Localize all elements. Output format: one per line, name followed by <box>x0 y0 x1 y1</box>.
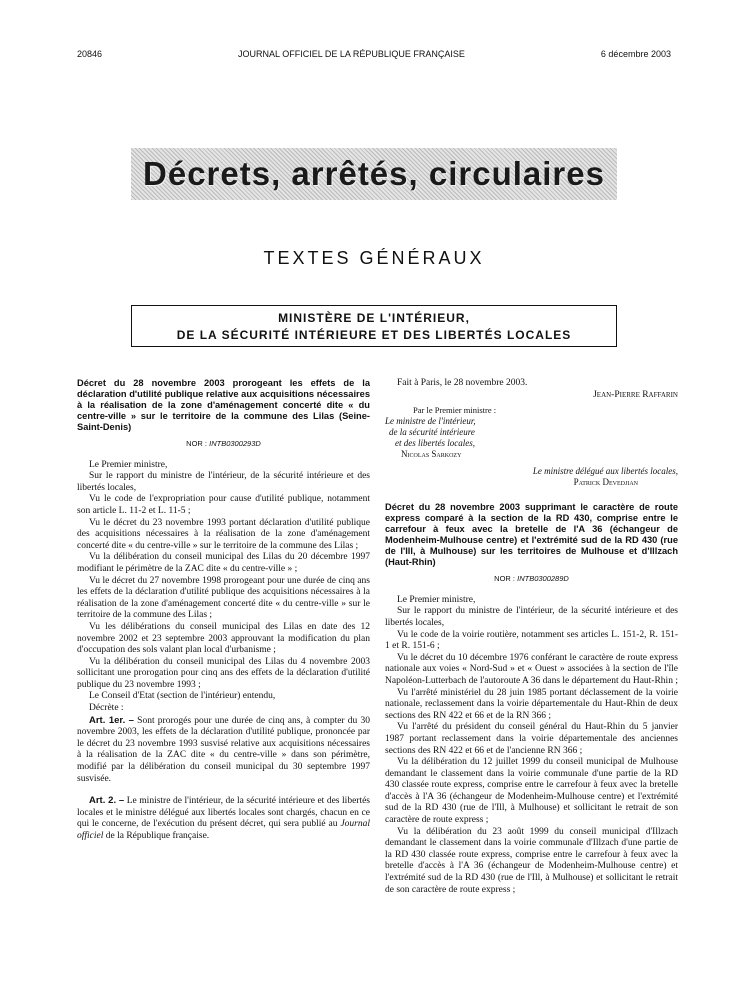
banner-title: Décrets, arrêtés, circulaires <box>143 155 605 192</box>
paragraph: Vu le code de l'expropriation pour cause d'utilité publique, notamment son article L. 11-2 et L. 11-5 ; <box>77 494 370 516</box>
paragraph: Vu le code de la voirie routière, notamment ses articles L. 151-2, R. 151-1 et R. 151-6 ; <box>385 629 678 652</box>
article-1 <box>77 715 370 786</box>
paragraph: Vu l'arrêté du président du conseil général du Haut-Rhin du 5 janvier 1987 portant reclassement dans la voirie départementale des anciennes sections des RN 422 et 66 et de l'ancienne RN 366 ; <box>385 722 678 756</box>
paragraph: Vu les délibérations du conseil municipal des Lilas en date des 12 novembre 2002 et 23 septembre 2003 approuvant la modification du plan d'occupation des sols valant plan local d'urbanisme ; <box>77 621 370 656</box>
minister-line1: Le ministre de l'intérieur, <box>385 416 476 427</box>
article-1-text: Sont prorogés pour une durée de cinq ans, à compter du 30 novembre 2003, les effets de la déclaration d'utilité publique, prononcée par le décret du 23 novembre 1993 susvisé relative aux acquisitions nécessaires à la réalisation de la ZAC dite « du centre-ville » dans son périmètre, modifié par la délibération du conseil municipal du 30 septembre 1997 susvisée. <box>77 715 370 784</box>
paragraph: Le Premier ministre, <box>397 594 476 605</box>
journal-title: JOURNAL OFFICIEL DE LA RÉPUBLIQUE FRANÇAISE <box>238 49 465 59</box>
place-date: Fait à Paris, le 28 novembre 2003. <box>397 378 528 388</box>
paragraph: Vu la délibération du 23 août 1999 du conseil municipal d'Illzach demandant le classement dans la voirie communale d'Illzach d'une partie de la RD 430 classée route express, comprise entre le carrefour à feux avec la bretelle d'accès à l'A 36 (échangeur de Modenheim-Mulhouse centre) et l'extrémité sud de la RD 430 (rue de l'Ill, à Mulhouse) et sollicitant le retrait de son caractère de route express ; <box>385 826 678 895</box>
ministry-box <box>131 305 617 347</box>
section-title: TEXTES GÉNÉRAUX <box>263 248 485 268</box>
article-2-text-a: Le ministre de l'intérieur, de la sécurité intérieure et des libertés locales et le ministre délégué aux libertés locales sont chargés, chacun en ce qui le concerne, de l'exécution du présent décret, qui sera publié au <box>77 796 371 830</box>
decree1-nor <box>77 438 370 450</box>
section-banner <box>131 148 617 200</box>
paragraph: Le Conseil d'Etat (section de l'intérieur) entendu, <box>89 691 276 702</box>
by-pm-line: Par le Premier ministre : <box>413 405 497 416</box>
page-header <box>77 47 671 61</box>
left-column <box>77 378 370 843</box>
nor-label: NOR : <box>186 439 208 448</box>
decree2-title: Décret du 28 novembre 2003 supprimant le caractère de route express comparé à la section de la RD 430, comprise entre le carrefour à feux avec la bretelle de l'A 36 (échangeur de Modenheim-Mulhouse centre) et l'extrémité sud de la RD 430 (rue de l'Ill, à Mulhouse) sur les territoires de Mulhouse et d'Illzach (Haut-Rhin) <box>385 502 678 568</box>
pm-signature: Jean-Pierre Raffarin <box>593 389 678 400</box>
nor-label: NOR : <box>494 574 516 584</box>
delegate-name: Patrick Devedjian <box>573 477 638 488</box>
delegate-title: Le ministre délégué aux libertés locales, <box>532 466 678 477</box>
paragraph: Le Premier ministre, <box>89 459 168 470</box>
article-2-label: Art. 2. – <box>89 795 125 807</box>
article-1-label: Art. 1er. – <box>89 714 134 726</box>
article-2-text-b: de la République française. <box>105 831 210 841</box>
paragraph: Vu la délibération du conseil municipal des Lilas du 4 novembre 2003 sollicitant une prorogation pour cinq ans des effets de la déclaration d'utilité publique du 23 novembre 1993 ; <box>77 656 370 690</box>
nor-code: INTB0300293D <box>209 439 261 448</box>
paragraph: Vu la délibération du 12 juillet 1999 du conseil municipal de Mulhouse demandant le classement dans la voirie communale d'une partie de la RD 430 classée route express, comprise entre le carrefour à feux avec la bretelle d'accès à l'A 36 (échangeur de Modenheim-Mulhouse centre) et l'extrémité sud de la RD 430 (rue de l'Ill, à Mulhouse) et sollicitant le retrait de son caractère de route express ; <box>385 757 678 826</box>
paragraph: Sur le rapport du ministre de l'intérieur, de la sécurité intérieure et des libertés locales, <box>77 471 370 493</box>
paragraph: Vu la délibération du conseil municipal des Lilas du 20 décembre 1997 modifiant le périmètre de la ZAC dite « du centre-ville » ; <box>77 552 370 574</box>
countersignature-block <box>385 405 678 460</box>
page-number: 20846 <box>77 49 103 59</box>
paragraph: Vu le décret du 10 décembre 1976 conférant le caractère de route express nationale aux voies « Nord-Sud » et « Ouest » associées à la section de l'île Napoléon-Lutterbach de l'autoroute A 36 dans le département du Haut-Rhin ; <box>385 652 678 686</box>
decrete-heading: Décrète : <box>89 703 124 714</box>
paragraph: Vu le décret du 23 novembre 1993 portant déclaration d'utilité publique des acquisitions nécessaires à la réalisation de la zone d'aménagement concerté dite « du centre-ville » sur le territoire de la commune des Lilas ; <box>77 517 370 551</box>
decree2-nor <box>385 573 678 585</box>
minister-line2: de la sécurité intérieure <box>389 427 475 438</box>
minister-name: Nicolas Sarkozy <box>401 449 462 460</box>
decree1-title: Décret du 28 novembre 2003 prorogeant les effets de la déclaration d'utilité publique relative aux acquisitions nécessaires à la réalisation de la zone d'aménagement concerté dite « du centre-ville » sur le territoire de la commune des Lilas (Seine-Saint-Denis) <box>77 378 370 432</box>
paragraph: Sur le rapport du ministre de l'intérieur, de la sécurité intérieure et des libertés locales, <box>385 606 678 628</box>
right-column <box>385 378 678 896</box>
delegate-signature <box>385 466 678 488</box>
ministry-line1: MINISTÈRE DE L'INTÉRIEUR, <box>278 311 470 325</box>
nor-code: INTB0300289D <box>517 574 569 584</box>
paragraph: Vu le décret du 27 novembre 1998 prorogeant pour une durée de cinq ans les effets de la déclaration d'utilité publique des acquisitions nécessaires à la réalisation de la zone d'aménagement concerté dite « du centre-ville » sur le territoire de la commune des Lilas ; <box>77 575 370 621</box>
article-2 <box>77 795 370 842</box>
ministry-line2: DE LA SÉCURITÉ INTÉRIEURE ET DES LIBERTÉS LOCALES <box>176 328 572 342</box>
publication-date: 6 décembre 2003 <box>600 49 671 59</box>
paragraph: Vu l'arrêté ministériel du 28 juin 1985 portant déclassement de la voirie nationale, reclassement dans la voirie départementale du Haut-Rhin de deux sections des RN 422 et 66 et de la RN 366 ; <box>385 687 678 721</box>
minister-line3: et des libertés locales, <box>395 438 475 449</box>
article-2-journal: Journal officiel <box>77 819 370 841</box>
